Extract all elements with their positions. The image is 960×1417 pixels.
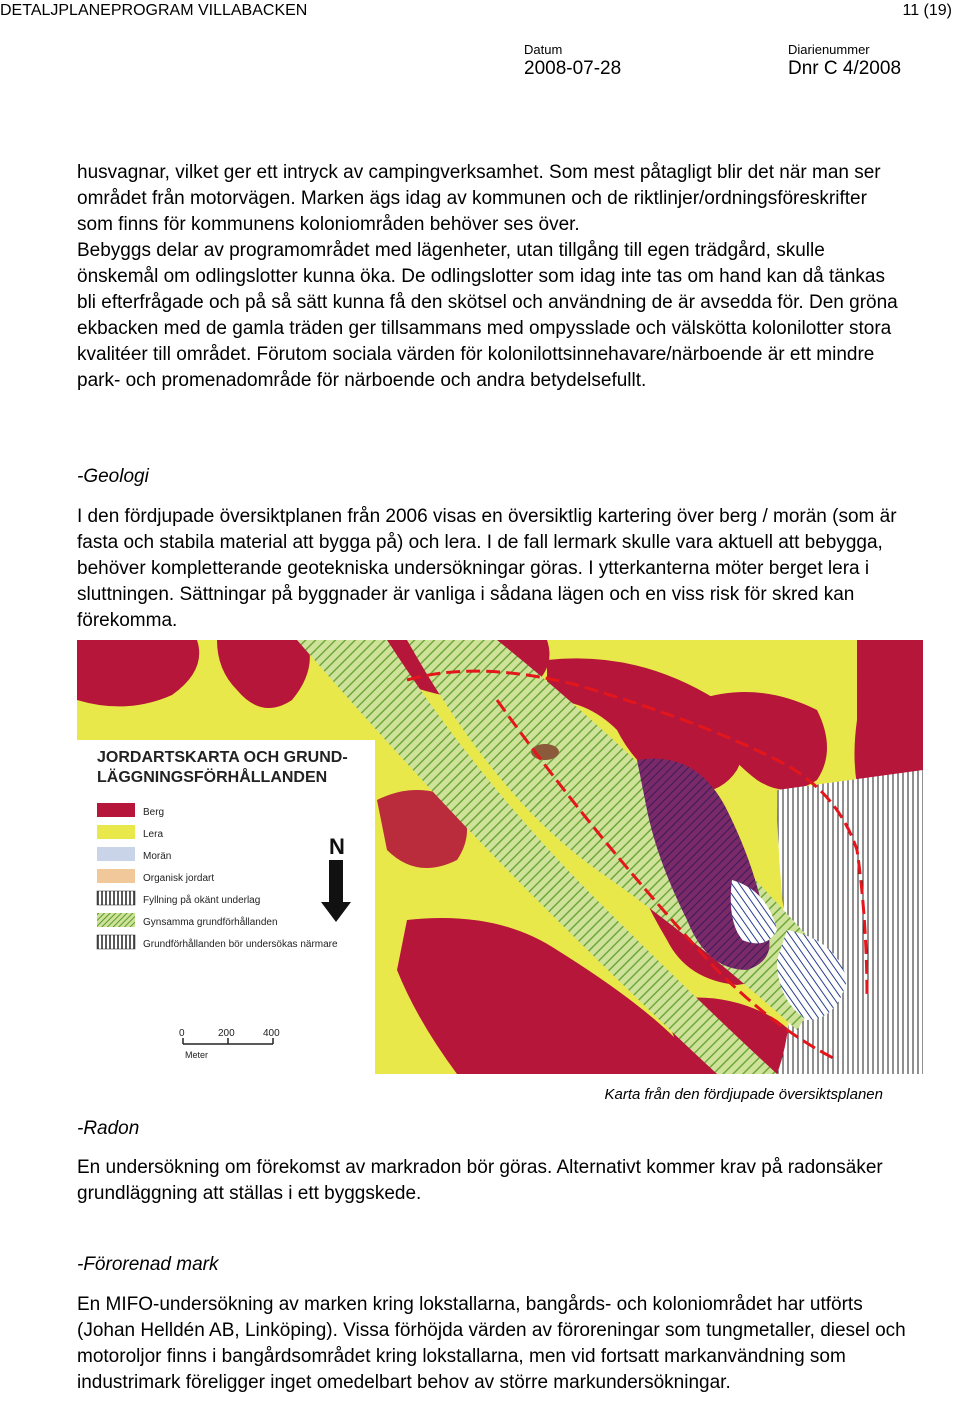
intro-text [77, 160, 907, 394]
radon-heading: -Radon [77, 1118, 140, 1139]
map-title-line2: LÄGGNINGSFÖRHÅLLANDEN [97, 769, 328, 786]
reference-label: Diarienummer [788, 42, 870, 57]
legend-label-berg: Berg [143, 807, 165, 818]
uncertain-ground-area [777, 770, 923, 1074]
legend-swatch-moran [97, 847, 135, 861]
legend-label-organic: Organisk jordart [143, 873, 215, 884]
date-value: 2008-07-28 [524, 58, 622, 79]
legend-swatch-lera [97, 825, 135, 839]
reference-value: Dnr C 4/2008 [788, 58, 902, 79]
legend-label-investigate: Grundförhållanden bör undersökas närmare [143, 939, 338, 950]
legend-label-lera: Lera [143, 829, 164, 840]
scale-label-200: 200 [218, 1028, 235, 1039]
fororenad-heading: -Förorenad mark [77, 1254, 219, 1275]
legend-swatch-investigate [97, 935, 135, 949]
legend-label-favorable: Gynsamma grundförhållanden [143, 917, 278, 928]
geologi-text [77, 504, 907, 634]
geologi-paragraph: I den fördjupade översiktplanen från 2006 visas en översiktlig kartering över berg / morän (som är fasta och stabila material att bygga på) och lera. I de fall lermark skulle vara aktuell att bebygga, behöver kompletterande geotekniska undersökningar göras. I ytterkanterna möter berget lera i sluttningen. Sättningar på byggnader är vanliga i sådana lägen och en viss risk för skred kan förekomma. [77, 506, 897, 631]
document-title: DETALJPLANEPROGRAM VILLABACKEN [0, 2, 308, 19]
page-number: 11 (19) [902, 2, 952, 19]
intro-paragraph-2: Bebyggs delar av programområdet med lägenheter, utan tillgång till egen trädgård, skulle önskemål om odlingslotter kunna öka. De odlingslotter som idag inte tas om hand kan då tänkas bli efterfrågade och på så sätt kunna få den skötsel och användning de är avsedda för. Den gröna ekbacken med de gamla träden ger tillsammans med ompysslade och välskötta kolonilotter stora kvalitéer till området. Förutom sociala värden för kolonilottsinnehavare/närboende är ett mindre park- och promenadområde för närboende och andra betydelsefullt. [77, 240, 898, 391]
soil-map [77, 640, 923, 1074]
legend-swatch-fill [97, 891, 135, 905]
scale-label-0: 0 [179, 1028, 185, 1039]
legend-swatch-berg [97, 803, 135, 817]
north-label: N [329, 834, 345, 859]
map-legend [77, 740, 375, 1074]
legend-swatch-favorable [97, 913, 135, 927]
radon-paragraph: En undersökning om förekomst av markradon bör göras. Alternativt kommer krav på radonsäker grundläggning att ställas i ett byggskede. [77, 1157, 883, 1204]
legend-swatch-organic [97, 869, 135, 883]
fororenad-text [77, 1292, 907, 1396]
geologi-heading: -Geologi [77, 466, 149, 487]
scale-label-400: 400 [263, 1028, 280, 1039]
scale-unit: Meter [185, 1050, 209, 1060]
intro-paragraph-1: husvagnar, vilket ger ett intryck av campingverksamhet. Som mest påtagligt blir det när man ser området från motorvägen. Marken ägs idag av kommunen och de riktlinjer/ordningsföreskrifter som finns för kommunens koloniområden behöver ses över. [77, 162, 881, 235]
map-title-line1: JORDARTSKARTA OCH GRUND- [97, 749, 348, 766]
legend-label-fill: Fyllning på okänt underlag [143, 895, 261, 906]
fororenad-paragraph: En MIFO-undersökning av marken kring lokstallarna, bangårds- och koloniområdet har utförts (Johan Helldén AB, Linköping). Vissa förhöjda värden av föroreningar som tungmetaller, diesel och motoroljor finns i bangårdsområdet kring lokstallarna, men vid fortsatt markanvändning som industrimark föreligger inget omedelbart behov av större markundersökningar. [77, 1294, 906, 1393]
date-label: Datum [524, 42, 563, 57]
legend-label-moran: Morän [143, 851, 172, 862]
map-caption: Karta från den fördjupade översiktsplanen [604, 1086, 883, 1103]
radon-text [77, 1155, 907, 1207]
